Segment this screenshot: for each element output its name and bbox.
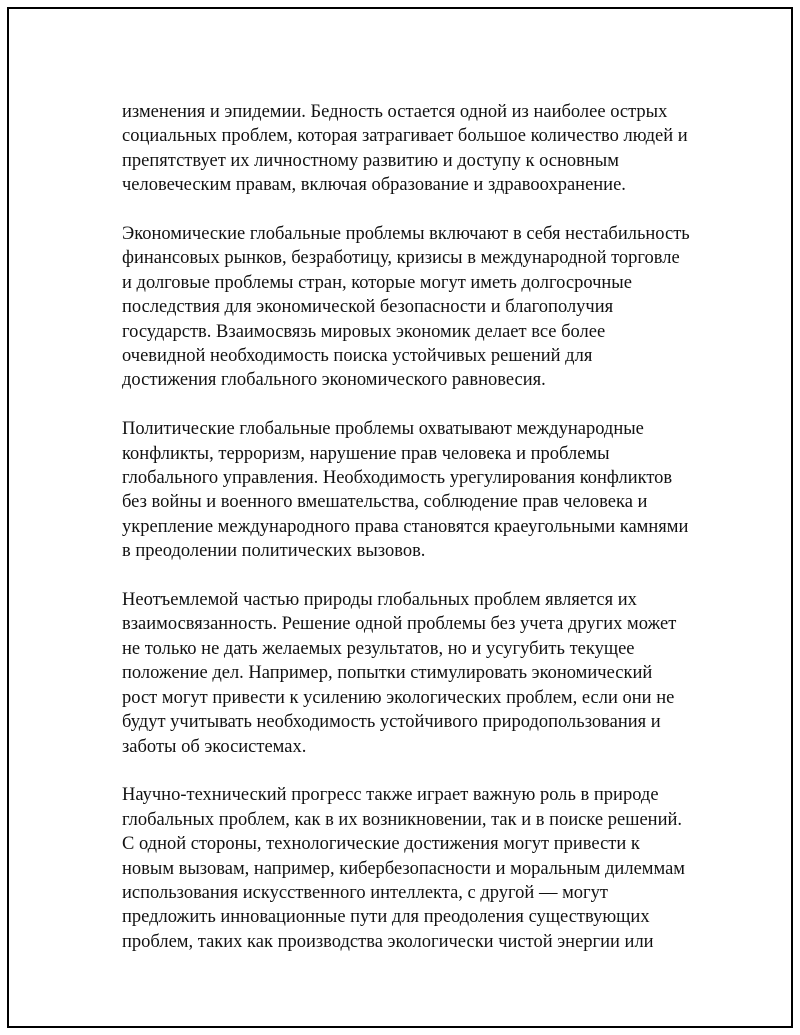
text-line: финансовых рынков, безработицу, кризисы в международной торговле [122, 248, 680, 269]
text-line: последствия для экономической безопасности и благополучия [122, 297, 614, 318]
text-line: социальных проблем, которая затрагивает большое количество людей и [122, 126, 688, 147]
text-line: взаимосвязанность. Решение одной проблемы без учета других может [122, 614, 677, 635]
text-line: не только не дать желаемых результатов, но и усугубить текущее [122, 638, 635, 659]
text-line: очевидной необходимость поиска устойчивых решений для [122, 346, 593, 367]
text-line: будут учитывать необходимость устойчивого природопользования и [122, 712, 661, 733]
text-line: С одной стороны, технологические достижения могут привести к [122, 834, 640, 855]
paragraph-political [122, 417, 702, 563]
text-line: и долговые проблемы стран, которые могут иметь долгосрочные [122, 272, 632, 293]
document-body [122, 100, 702, 979]
text-line: достижения глобального экономического равновесия. [122, 370, 546, 391]
text-line: изменения и эпидемии. Бедность остается одной из наиболее острых [122, 102, 668, 122]
paragraph-poverty [122, 100, 702, 198]
text-line: заботы об экосистемах. [122, 736, 307, 757]
document-page [7, 7, 793, 1028]
text-line: глобальных проблем, как в их возникновении, так и в поиске решений. [122, 809, 682, 830]
paragraph-economic [122, 222, 702, 393]
text-line: использования искусственного интеллекта, с другой — могут [122, 882, 608, 903]
text-line: новым вызовам, например, кибербезопасности и моральным дилеммам [122, 858, 685, 879]
text-line: глобального управления. Необходимость урегулирования конфликтов [122, 468, 673, 489]
text-line: проблем, таких как производства экологически чистой энергии или [122, 931, 654, 952]
text-line: конфликты, терроризм, нарушение прав человека и проблемы [122, 443, 610, 464]
text-line: предложить инновационные пути для преодоления существующих [122, 907, 650, 928]
text-line: без войны и военного вмешательства, соблюдение прав человека и [122, 492, 648, 513]
text-line: Политические глобальные проблемы охватывают международные [122, 419, 644, 440]
text-line: государств. Взаимосвязь мировых экономик делает все более [122, 321, 606, 342]
text-line: препятствует их личностному развитию и доступу к основным [122, 150, 619, 171]
paragraph-technology [122, 783, 702, 954]
text-line: Неотъемлемой частью природы глобальных проблем является их [122, 590, 637, 611]
text-line: Экономические глобальные проблемы включают в себя нестабильность [122, 224, 690, 245]
text-line: в преодолении политических вызовов. [122, 541, 426, 562]
text-line: рост могут привести к усилению экологических проблем, если они не [122, 687, 675, 708]
paragraph-interconnection [122, 588, 702, 759]
text-line: Научно-технический прогресс также играет важную роль в природе [122, 785, 659, 806]
text-line: положение дел. Например, попытки стимулировать экономический [122, 663, 653, 684]
text-line: укрепление международного права становятся краеугольными камнями [122, 516, 689, 537]
text-line: человеческим правам, включая образование и здравоохранение. [122, 175, 626, 196]
